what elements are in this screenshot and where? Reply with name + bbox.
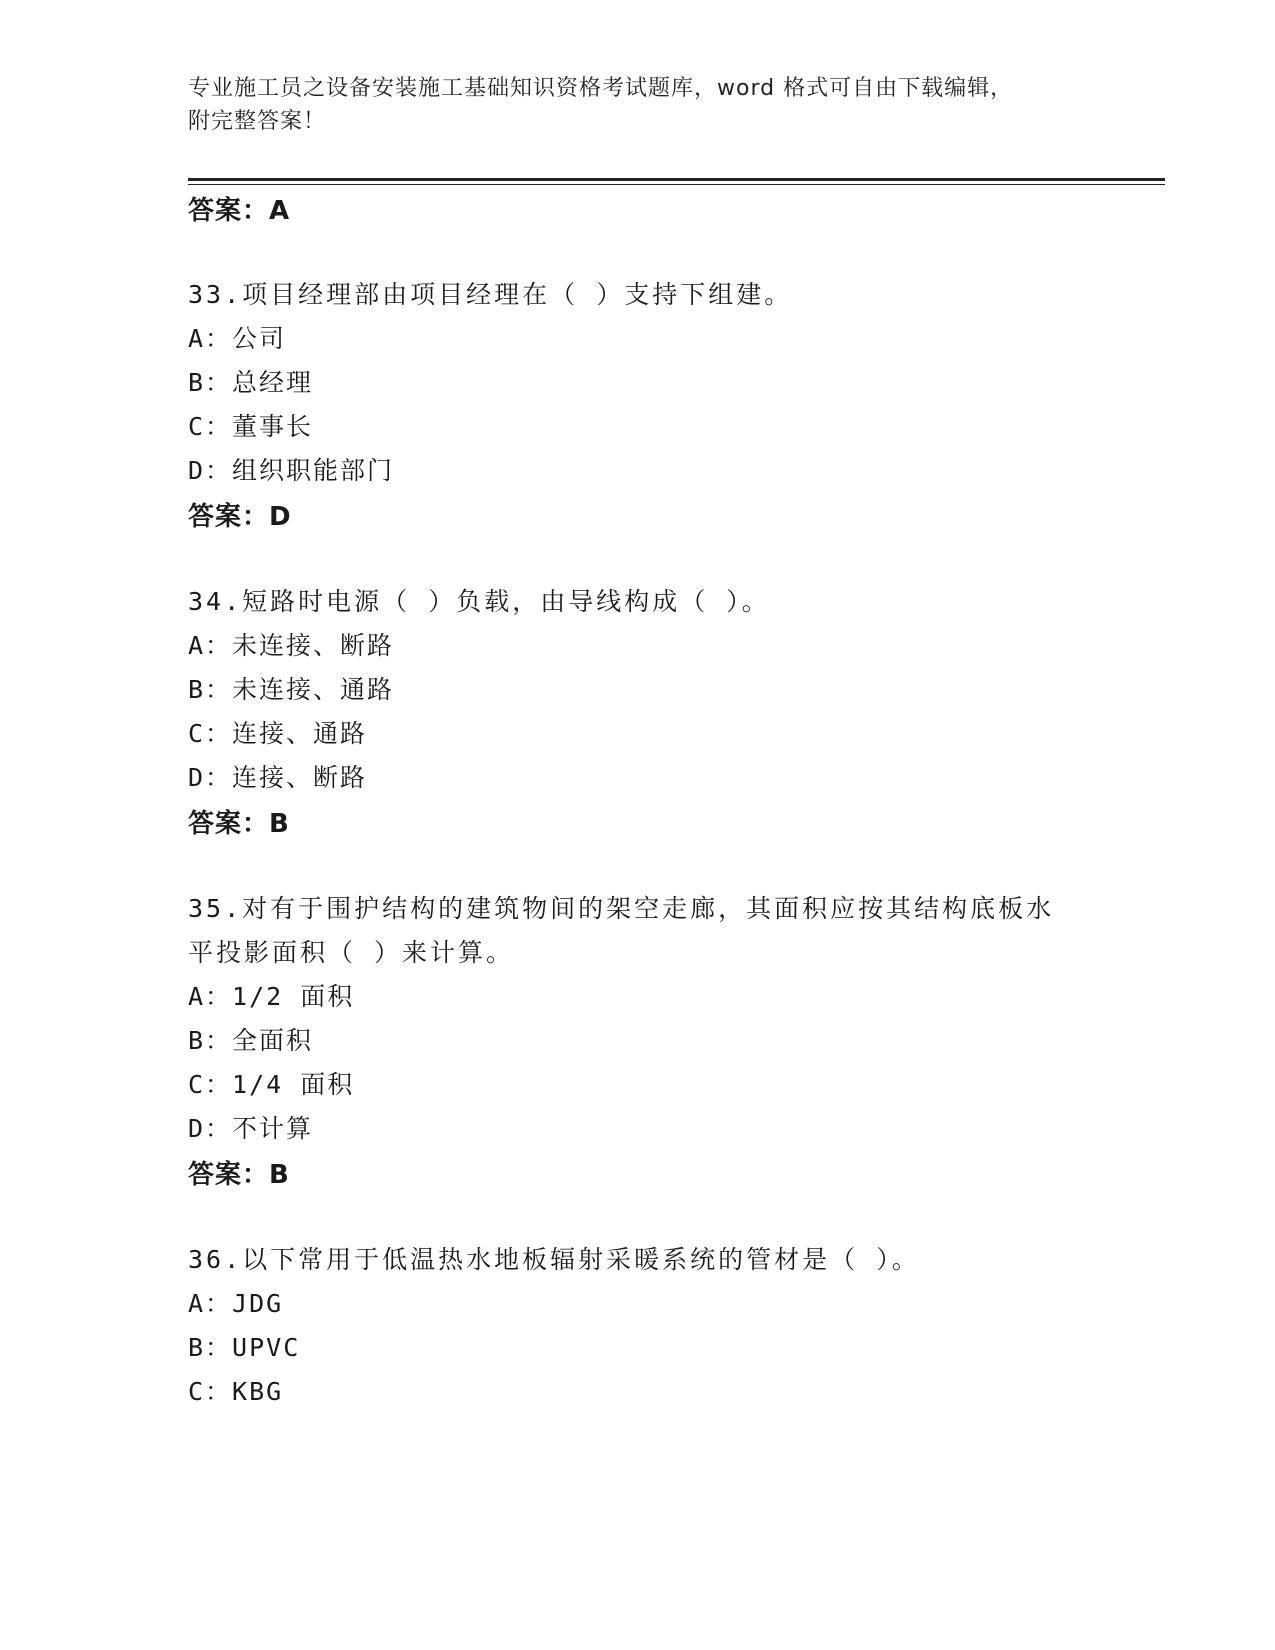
previous-answer: 答案：A <box>188 196 291 226</box>
document-header <box>188 72 1088 138</box>
question-34-option-b: B：未连接、通路 <box>188 675 395 704</box>
question-35-stem-line-2: 平投影面积（ ）来计算。 <box>188 938 515 967</box>
question-34-option-c: C：连接、通路 <box>188 719 368 748</box>
question-33-answer: 答案：D <box>188 502 292 532</box>
question-33-option-d: D：组织职能部门 <box>188 456 395 485</box>
question-35-option-a: A：1/2 面积 <box>188 982 355 1011</box>
question-33-option-b: B：总经理 <box>188 368 314 397</box>
question-36-option-b: B：UPVC <box>188 1333 301 1362</box>
header-line-2: 附完整答案！ <box>188 109 327 134</box>
question-35-answer: 答案：B <box>188 1160 290 1190</box>
question-35-option-c: C：1/4 面积 <box>188 1070 355 1099</box>
question-36-option-a: A：JDG <box>188 1289 284 1318</box>
question-36-stem: 36.以下常用于低温热水地板辐射采暖系统的管材是（ ）。 <box>188 1245 920 1274</box>
header-divider-thin <box>188 184 1165 185</box>
question-33-option-a: A：公司 <box>188 324 287 353</box>
question-34-stem: 34.短路时电源（ ）负载，由导线构成（ ）。 <box>188 587 770 616</box>
question-35-stem-line-1: 35.对有于围护结构的建筑物间的架空走廊，其面积应按其结构底板水 <box>188 894 1055 923</box>
question-35-option-d: D：不计算 <box>188 1114 314 1143</box>
header-divider-thick <box>188 178 1165 181</box>
question-33-option-c: C：董事长 <box>188 412 314 441</box>
question-33-stem: 33.项目经理部由项目经理在（ ）支持下组建。 <box>188 280 793 309</box>
question-34-option-a: A：未连接、断路 <box>188 631 395 660</box>
question-34-answer: 答案：B <box>188 809 290 839</box>
question-36-option-c: C：KBG <box>188 1377 284 1406</box>
question-34-option-d: D：连接、断路 <box>188 763 368 792</box>
question-35-option-b: B：全面积 <box>188 1026 314 1055</box>
header-line-1: 专业施工员之设备安装施工基础知识资格考试题库，word 格式可自由下载编辑， <box>188 76 1014 101</box>
